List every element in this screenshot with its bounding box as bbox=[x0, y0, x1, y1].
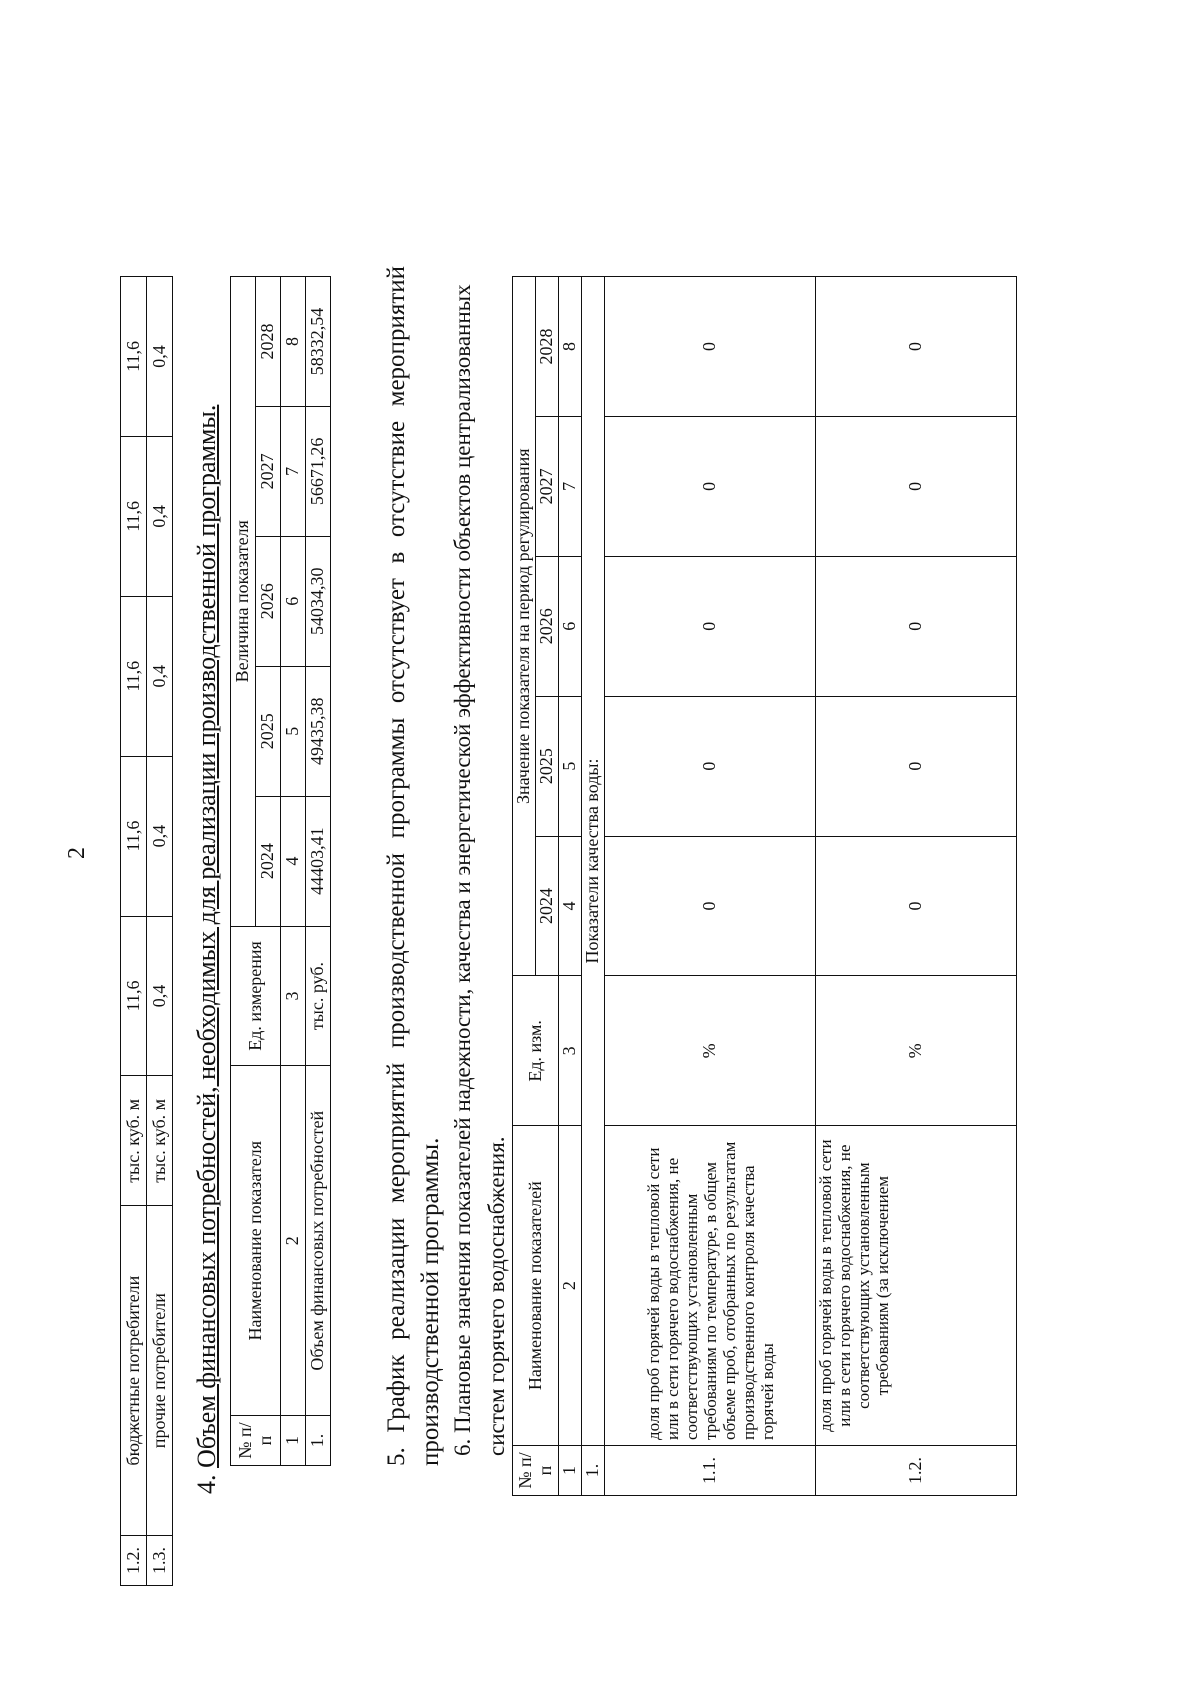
table-row bbox=[147, 277, 173, 1586]
value-cell: 56671,26 bbox=[306, 406, 331, 536]
table-header-row bbox=[513, 277, 536, 1496]
value-cell: 0,4 bbox=[147, 756, 173, 916]
value-cell: 0 bbox=[605, 696, 816, 836]
index-cell: 8 bbox=[559, 277, 582, 417]
header-group: Значение показателя на период регулирования bbox=[513, 277, 536, 976]
index-cell: 4 bbox=[559, 836, 582, 976]
header-unit: Ед. измерения bbox=[231, 926, 281, 1066]
table-section-row bbox=[582, 277, 605, 1496]
section-6-paragraph bbox=[446, 266, 514, 1456]
header-year: 2027 bbox=[536, 416, 559, 556]
value-cell: 44403,41 bbox=[306, 796, 331, 926]
quality-indicators-table bbox=[512, 276, 1017, 1496]
value-cell: 0 bbox=[816, 416, 1017, 556]
index-cell: 6 bbox=[281, 536, 306, 666]
row-number: 1.3. bbox=[147, 1536, 173, 1586]
value-cell: 49435,38 bbox=[306, 666, 331, 796]
table-index-row bbox=[281, 277, 306, 1466]
indicator-name: доля проб горячей воды в тепловой сети или в сети горячего водоснабжения, не соответствующих установленным требованиям по температуре, в общем объеме проб, отобранных по результатам производственного контроля качества горячей воды bbox=[605, 1126, 816, 1446]
header-year: 2025 bbox=[256, 666, 281, 796]
value-cell: 11,6 bbox=[121, 756, 147, 916]
header-year: 2028 bbox=[536, 277, 559, 417]
row-number: 1. bbox=[306, 1416, 331, 1466]
value-cell: 0 bbox=[605, 836, 816, 976]
header-num: № п/п bbox=[231, 1416, 281, 1466]
page-number: 2 bbox=[64, 847, 90, 859]
section-5-paragraph bbox=[380, 266, 448, 1466]
indicator-name: Объем финансовых потребностей bbox=[306, 1066, 331, 1416]
unit-cell: % bbox=[605, 976, 816, 1126]
value-cell: 0,4 bbox=[147, 916, 173, 1076]
unit-cell: % bbox=[816, 976, 1017, 1126]
financial-needs-table bbox=[230, 276, 331, 1466]
value-cell: 11,6 bbox=[121, 277, 147, 437]
value-cell: 54034,30 bbox=[306, 536, 331, 666]
unit-cell: тыс. куб. м bbox=[121, 1076, 147, 1206]
section-5-line-1: 5. График реализации мероприятий производственной программы отсутствует в отсутствие мероприятий bbox=[383, 266, 410, 1466]
index-cell: 3 bbox=[281, 926, 306, 1066]
value-cell: 0 bbox=[816, 836, 1017, 976]
index-cell: 3 bbox=[559, 976, 582, 1126]
value-cell: 0 bbox=[816, 696, 1017, 836]
value-cell: 0 bbox=[605, 556, 816, 696]
table-row bbox=[121, 277, 147, 1586]
unit-cell: тыс. руб. bbox=[306, 926, 331, 1066]
value-cell: 0 bbox=[605, 416, 816, 556]
section-4-title bbox=[190, 405, 224, 1494]
section-6-line-2: систем горячего водоснабжения. bbox=[484, 1136, 509, 1456]
table-row bbox=[605, 277, 816, 1496]
table-row bbox=[816, 277, 1017, 1496]
index-cell: 5 bbox=[281, 666, 306, 796]
value-cell: 11,6 bbox=[121, 436, 147, 596]
header-year: 2027 bbox=[256, 406, 281, 536]
table-index-row bbox=[559, 277, 582, 1496]
index-cell: 8 bbox=[281, 277, 306, 407]
indicator-name: прочие потребители bbox=[147, 1206, 173, 1536]
table-row bbox=[306, 277, 331, 1466]
value-cell: 0 bbox=[816, 556, 1017, 696]
header-year: 2024 bbox=[536, 836, 559, 976]
value-cell: 0,4 bbox=[147, 596, 173, 756]
section-4-text: Объем финансовых потребностей, необходимых для реализации производственной программы. bbox=[192, 404, 221, 1468]
unit-cell: тыс. куб. м bbox=[147, 1076, 173, 1206]
header-year: 2026 bbox=[256, 536, 281, 666]
header-year: 2024 bbox=[256, 796, 281, 926]
header-group: Величина показателя bbox=[231, 277, 256, 927]
index-cell: 6 bbox=[559, 556, 582, 696]
section-label: Показатели качества воды: bbox=[582, 277, 605, 1446]
section-6-line-1: 6. Плановые значения показателей надежности, качества и энергетической эффективности объектов централизованных bbox=[450, 284, 475, 1456]
row-number: 1. bbox=[582, 1446, 605, 1496]
index-cell: 4 bbox=[281, 796, 306, 926]
indicator-name: бюджетные потребители bbox=[121, 1206, 147, 1536]
header-unit: Ед. изм. bbox=[513, 976, 559, 1126]
value-cell: 0,4 bbox=[147, 436, 173, 596]
consumption-table bbox=[120, 276, 173, 1586]
row-number: 1.2. bbox=[816, 1446, 1017, 1496]
header-year: 2025 bbox=[536, 696, 559, 836]
header-name: Наименование показателей bbox=[513, 1126, 559, 1446]
header-name: Наименование показателя bbox=[231, 1066, 281, 1416]
row-number: 1.2. bbox=[121, 1536, 147, 1586]
index-cell: 2 bbox=[281, 1066, 306, 1416]
row-number: 1.1. bbox=[605, 1446, 816, 1496]
value-cell: 0 bbox=[816, 277, 1017, 417]
table-header-row bbox=[231, 277, 256, 1466]
header-year: 2026 bbox=[536, 556, 559, 696]
index-cell: 7 bbox=[559, 416, 582, 556]
index-cell: 1 bbox=[281, 1416, 306, 1466]
index-cell: 2 bbox=[559, 1126, 582, 1446]
index-cell: 7 bbox=[281, 406, 306, 536]
value-cell: 11,6 bbox=[121, 916, 147, 1076]
value-cell: 0 bbox=[605, 277, 816, 417]
index-cell: 1 bbox=[559, 1446, 582, 1496]
value-cell: 0,4 bbox=[147, 277, 173, 437]
section-5-line-2: производственной программы. bbox=[417, 1137, 444, 1466]
index-cell: 5 bbox=[559, 696, 582, 836]
value-cell: 11,6 bbox=[121, 596, 147, 756]
value-cell: 58332,54 bbox=[306, 277, 331, 407]
header-year: 2028 bbox=[256, 277, 281, 407]
indicator-name: доля проб горячей воды в тепловой сети или в сети горячего водоснабжения, не соответствующих установленным требованиям (за исключением bbox=[816, 1126, 1017, 1446]
header-num: № п/п bbox=[513, 1446, 559, 1496]
section-4-number: 4. bbox=[192, 1474, 221, 1494]
